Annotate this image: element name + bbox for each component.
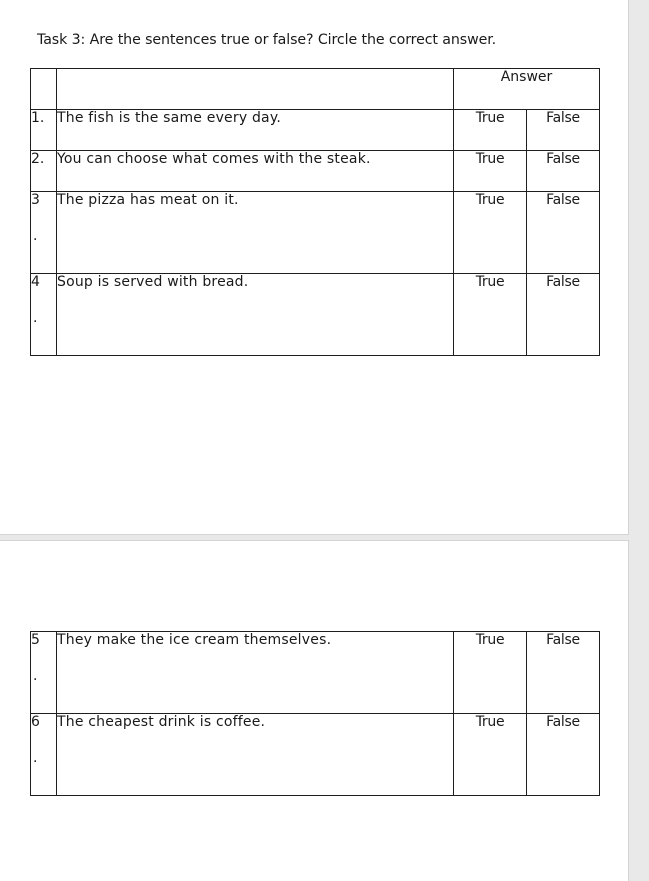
true-option[interactable]: True: [454, 714, 527, 796]
true-option[interactable]: True: [454, 274, 527, 356]
row-number: 1.: [31, 110, 57, 151]
true-option[interactable]: True: [454, 151, 527, 192]
header-sentence-cell: [57, 69, 454, 110]
true-false-table-1: [30, 68, 600, 356]
table-row: [31, 110, 600, 151]
table-row: [31, 151, 600, 192]
false-option[interactable]: False: [527, 110, 600, 151]
table-row: [31, 192, 600, 274]
row-sentence: The cheapest drink is coffee.: [57, 714, 454, 796]
row-sentence: The fish is the same every day.: [57, 110, 454, 151]
false-option[interactable]: False: [527, 714, 600, 796]
row-number: 4 .: [31, 274, 57, 356]
answer-header: Answer: [454, 69, 600, 110]
row-number: 2.: [31, 151, 57, 192]
false-option[interactable]: False: [527, 192, 600, 274]
header-num-cell: [31, 69, 57, 110]
false-option[interactable]: False: [527, 632, 600, 714]
task-title: Task 3: Are the sentences true or false? Circle the correct answer.: [37, 32, 497, 48]
row-sentence: You can choose what comes with the steak.: [57, 151, 454, 192]
false-option[interactable]: False: [527, 151, 600, 192]
table-row: [31, 714, 600, 796]
true-false-table-2: [30, 631, 600, 796]
table-row: [31, 632, 600, 714]
worksheet-page-2: [0, 540, 629, 881]
table-header-row: [31, 69, 600, 110]
true-option[interactable]: True: [454, 192, 527, 274]
true-option[interactable]: True: [454, 110, 527, 151]
row-sentence: Soup is served with bread.: [57, 274, 454, 356]
row-number: 5 .: [31, 632, 57, 714]
row-number: 3 .: [31, 192, 57, 274]
row-number: 6 .: [31, 714, 57, 796]
true-option[interactable]: True: [454, 632, 527, 714]
row-sentence: They make the ice cream themselves.: [57, 632, 454, 714]
table-row: [31, 274, 600, 356]
row-sentence: The pizza has meat on it.: [57, 192, 454, 274]
false-option[interactable]: False: [527, 274, 600, 356]
